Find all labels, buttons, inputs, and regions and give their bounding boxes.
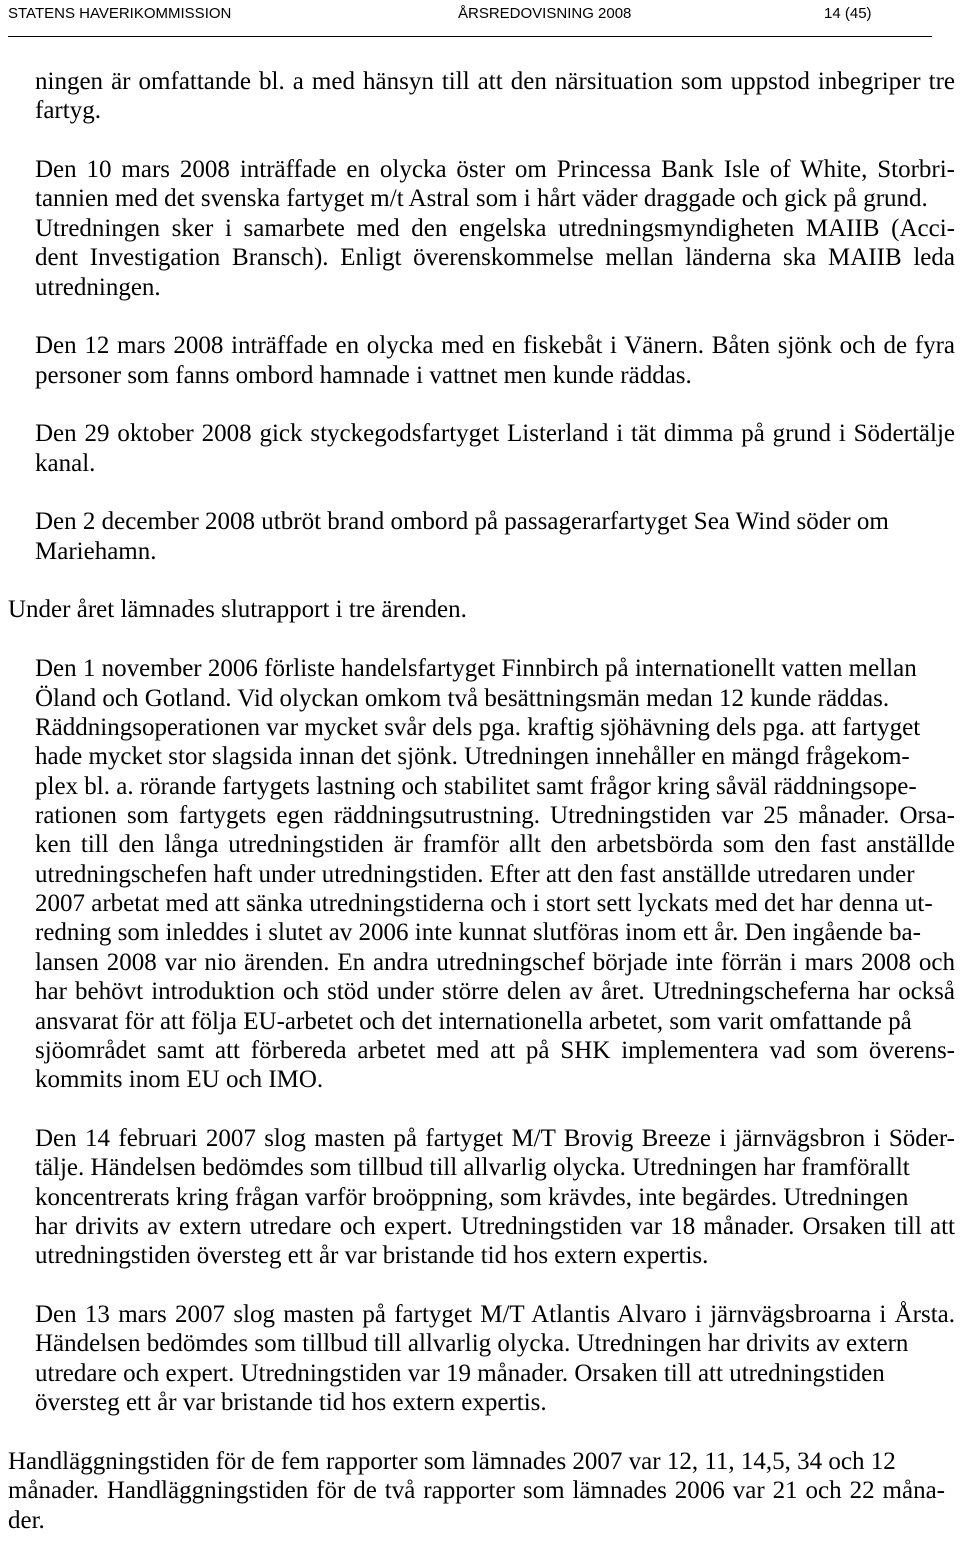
- text-line: ansvarat för att följa EU-arbetet och det internationella arbetet, som varit omfattande på: [35, 1007, 912, 1035]
- header-organization: STATENS HAVERIKOMMISSION: [8, 5, 232, 22]
- text-line: översteg ett år var bristande tid hos extern expertis.: [35, 1389, 547, 1417]
- text-line: lansen 2008 var nio ärenden. En andra utredningschef började inte förrän i mars 2008 och: [35, 948, 955, 976]
- text-line: utredningschefen haft under utredningstiden. Efter att den fast anställde utredaren under: [35, 860, 915, 888]
- text-line: Mariehamn.: [35, 537, 157, 565]
- text-line: ken till den långa utredningstiden är framför allt den arbetsbörda som den fast anställde: [35, 831, 955, 859]
- text-line: har behövt introduktion och stöd under större delen av året. Utredningscheferna har också: [35, 978, 955, 1006]
- text-line: dent Investigation Bransch). Enligt överenskommelse mellan länderna ska MAIIB leda: [35, 244, 955, 272]
- text-line: hade mycket stor slagsida innan det sjönk. Utredningen innehåller en mängd frågekom-: [35, 743, 910, 771]
- text-line: tälje. Händelsen bedömdes som tillbud till allvarlig olycka. Utredningen har framförallt: [35, 1154, 910, 1182]
- text-line: Den 10 mars 2008 inträffade en olycka öster om Princessa Bank Isle of White, Storbri-: [35, 156, 955, 184]
- text-line: Den 2 december 2008 utbröt brand ombord på passagerarfartyget Sea Wind söder om: [35, 508, 889, 536]
- paragraph: [35, 155, 955, 302]
- text-line: plex bl. a. rörande fartygets lastning och stabilitet samt frågor kring såväl räddningsope-: [35, 772, 917, 800]
- paragraph: [8, 1447, 945, 1535]
- text-line: utredningen.: [35, 273, 161, 301]
- text-line: Den 29 oktober 2008 gick styckegodsfartyget Listerland i tät dimma på grund i Södertälje: [35, 420, 955, 448]
- text-line: personer som fanns ombord hamnade i vattnet men kunde räddas.: [35, 361, 692, 389]
- paragraph: [35, 331, 955, 390]
- paragraph: [8, 595, 945, 624]
- paragraph: [35, 1300, 955, 1417]
- text-line: kommits inom EU och IMO.: [35, 1066, 324, 1094]
- text-line: tannien med det svenska fartyget m/t Astral som i hårt väder draggade och gick på grund.: [35, 185, 928, 213]
- text-line: Öland och Gotland. Vid olyckan omkom två besättningsmän medan 12 kunde räddas.: [35, 684, 890, 712]
- text-line: Den 1 november 2006 förliste handelsfartyget Finnbirch på internationellt vatten mellan: [35, 655, 917, 683]
- text-line: Händelsen bedömdes som tillbud till allvarlig olycka. Utredningen har drivits av extern: [35, 1330, 909, 1358]
- header-divider: [8, 36, 932, 37]
- text-line: redning som inleddes i slutet av 2006 inte kunnat slutföras inom ett år. Den ingående ba-: [35, 919, 921, 947]
- text-line: rationen som fartygets egen räddningsutrustning. Utredningstiden var 25 månader. Orsa-: [35, 801, 955, 829]
- text-line: kanal.: [35, 449, 96, 477]
- paragraph: [35, 1124, 955, 1271]
- text-line: Den 13 mars 2007 slog masten på fartyget M/T Atlantis Alvaro i järnvägsbroarna i Årsta.: [35, 1301, 955, 1329]
- document-body: [8, 67, 955, 1564]
- text-line: utredningstiden översteg ett år var bristande tid hos extern expertis.: [35, 1242, 709, 1270]
- text-line: der.: [8, 1506, 45, 1534]
- text-line: ningen är omfattande bl. a med hänsyn till att den närsituation som uppstod inbegriper tre: [35, 68, 955, 95]
- paragraph: [35, 654, 955, 1094]
- paragraph: [35, 419, 955, 478]
- text-line: Den 12 mars 2008 inträffade en olycka med en fiskebåt i Vänern. Båten sjönk och de fyra: [35, 332, 955, 360]
- text-line: Under året lämnades slutrapport i tre ärenden.: [8, 596, 467, 624]
- header-page-number: 14 (45): [824, 5, 872, 22]
- text-line: sjöområdet samt att förbereda arbetet med att på SHK implementera vad som överens-: [35, 1036, 955, 1064]
- text-line: koncentrerats kring frågan varför broöppning, som krävdes, inte begärdes. Utredningen: [35, 1183, 909, 1211]
- text-line: utredare och expert. Utredningstiden var 19 månader. Orsaken till att utredningstiden: [35, 1359, 885, 1387]
- header-report-title: ÅRSREDOVISNING 2008: [458, 5, 632, 22]
- text-line: har drivits av extern utredare och expert. Utredningstiden var 18 månader. Orsaken till att: [35, 1213, 955, 1241]
- text-line: Räddningsoperationen var mycket svår dels pga. kraftig sjöhävning dels pga. att fartyget: [35, 713, 921, 741]
- text-line: 2007 arbetat med att sänka utredningstiderna och i stort sett lyckats med det har denna ut-: [35, 890, 933, 918]
- text-line: fartyg.: [35, 97, 101, 125]
- paragraph: [35, 507, 955, 566]
- text-line: månader. Handläggningstiden för de två rapporter som lämnades 2006 var 21 och 22 måna-: [8, 1477, 945, 1505]
- text-line: Utredningen sker i samarbete med den engelska utredningsmyndigheten MAIIB (Acci-: [35, 214, 955, 242]
- text-line: Handläggningstiden för de fem rapporter som lämnades 2007 var 12, 11, 14,5, 34 och 12: [8, 1447, 896, 1475]
- paragraph: [35, 67, 955, 126]
- text-line: Den 14 februari 2007 slog masten på fartyget M/T Brovig Breeze i järnvägsbron i Söder-: [35, 1124, 955, 1152]
